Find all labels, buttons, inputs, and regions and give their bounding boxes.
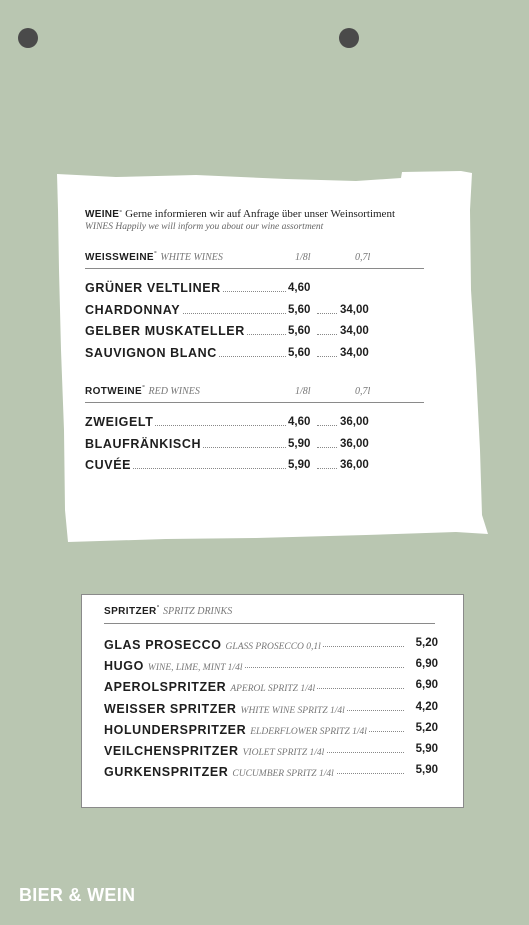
price-bottle: 34,00 bbox=[340, 303, 369, 316]
drink-price: 5,90 bbox=[415, 742, 438, 755]
wine-name: CHARDONNAY bbox=[85, 302, 181, 317]
wine-row bbox=[85, 321, 424, 343]
degree-icon: ° bbox=[156, 605, 160, 612]
drink-description: GLASS PROSECCO 0,1l bbox=[225, 642, 321, 652]
spritzer-row bbox=[104, 759, 438, 780]
price-glass: 5,90 bbox=[288, 437, 311, 450]
wine-name: GRÜNER VELTLINER bbox=[85, 281, 221, 295]
drink-name: GURKENSPRITZER bbox=[104, 765, 229, 780]
degree-icon: ° bbox=[119, 210, 123, 217]
col-bottle: 0,7l bbox=[355, 252, 371, 263]
price-glass: 4,60 bbox=[288, 416, 311, 428]
drink-description: WHITE WINE SPRITZ 1/4l bbox=[240, 705, 345, 716]
spritzer-row bbox=[104, 653, 438, 674]
red-wines-title: ROTWEINE bbox=[85, 386, 143, 397]
drink-price: 6,90 bbox=[415, 679, 438, 692]
wine-row bbox=[85, 343, 424, 365]
drink-name: VEILCHENSPRITZER bbox=[104, 743, 239, 758]
wine-name: BLAUFRÄNKISCH bbox=[85, 436, 202, 451]
white-wines-header bbox=[85, 252, 424, 269]
dot-leader bbox=[317, 356, 337, 357]
red-wines-header bbox=[85, 386, 424, 403]
drink-price: 6,90 bbox=[415, 658, 438, 671]
col-bottle: 0,7l bbox=[355, 386, 371, 397]
drink-price: 4,20 bbox=[415, 700, 438, 713]
red-wine-list bbox=[85, 412, 424, 477]
pin-icon bbox=[339, 28, 359, 48]
spritzer-title: SPRITZER bbox=[104, 606, 157, 617]
spritzer-row bbox=[104, 632, 438, 653]
wine-label: WEINE bbox=[85, 209, 120, 220]
dot-leader bbox=[317, 334, 337, 335]
drink-name: APEROLSPRITZER bbox=[104, 680, 227, 695]
wine-intro bbox=[85, 208, 424, 221]
price-glass: 5,60 bbox=[288, 346, 311, 359]
drink-name: HOLUNDERSPRITZER bbox=[104, 722, 247, 737]
price-bottle: 34,00 bbox=[340, 346, 369, 359]
spritzer-card bbox=[81, 594, 464, 808]
drink-price: 5,90 bbox=[415, 764, 438, 777]
pin-icon bbox=[18, 28, 38, 48]
price-glass: 5,60 bbox=[288, 303, 311, 316]
footer-title: BIER & WEIN bbox=[19, 885, 136, 905]
spritzer-row bbox=[104, 738, 438, 759]
drink-name: HUGO bbox=[104, 659, 144, 674]
wine-row bbox=[85, 434, 424, 456]
dot-leader bbox=[317, 468, 337, 469]
wine-row bbox=[85, 278, 424, 300]
price-bottle: 36,00 bbox=[340, 437, 369, 450]
drink-description: WINE, LIME, MINT 1/4l bbox=[147, 663, 243, 674]
dot-leader bbox=[317, 313, 337, 314]
dot-leader bbox=[317, 447, 337, 448]
drink-name: GLAS PROSECCO bbox=[104, 638, 222, 652]
wine-row bbox=[85, 412, 424, 434]
drink-price: 5,20 bbox=[415, 721, 438, 734]
wine-intro-en: WINES Happily we will inform you about our wine assortment bbox=[85, 222, 324, 232]
spritzer-list bbox=[104, 632, 438, 780]
wine-name: SAUVIGNON BLANC bbox=[85, 345, 217, 360]
drink-description: CUCUMBER SPRITZ 1/4l bbox=[232, 769, 334, 780]
spritzer-row bbox=[104, 717, 438, 738]
wine-row bbox=[85, 300, 424, 322]
price-glass: 4,60 bbox=[288, 282, 311, 294]
white-wines-title: WEISSWEINE bbox=[85, 252, 155, 263]
white-wine-list bbox=[85, 278, 424, 364]
spritzer-header bbox=[104, 606, 435, 624]
col-glass: 1/8l bbox=[295, 252, 311, 263]
degree-icon: ° bbox=[142, 385, 146, 392]
drink-description: ELDERFLOWER SPRITZ 1/4l bbox=[250, 726, 367, 737]
spritzer-subtitle: SPRITZ DRINKS bbox=[163, 606, 233, 617]
wine-menu-sheet bbox=[56, 170, 490, 542]
price-glass: 5,60 bbox=[288, 325, 311, 337]
wine-name: ZWEIGELT bbox=[85, 415, 154, 429]
wine-name: GELBER MUSKATELLER bbox=[85, 324, 245, 338]
col-glass: 1/8l bbox=[295, 386, 311, 397]
price-bottle: 36,00 bbox=[340, 459, 369, 471]
wine-name: CUVÉE bbox=[85, 458, 132, 472]
degree-icon: ° bbox=[154, 251, 158, 258]
price-bottle: 36,00 bbox=[340, 416, 369, 428]
wine-intro-text: Gerne informieren wir auf Anfrage über unser Weinsortiment bbox=[125, 208, 395, 220]
red-wines-subtitle: RED WINES bbox=[148, 386, 200, 397]
spritzer-row bbox=[104, 674, 438, 695]
drink-name: WEISSER SPRITZER bbox=[104, 701, 237, 716]
spritzer-row bbox=[104, 696, 438, 717]
drink-description: VIOLET SPRITZ 1/4l bbox=[242, 747, 325, 758]
drink-price: 5,20 bbox=[415, 637, 438, 649]
price-glass: 5,90 bbox=[288, 459, 311, 471]
drink-description: APEROL SPRITZ 1/4l bbox=[230, 684, 316, 695]
wine-row bbox=[85, 455, 424, 477]
dot-leader bbox=[317, 425, 337, 426]
price-bottle: 34,00 bbox=[340, 325, 369, 337]
white-wines-subtitle: WHITE WINES bbox=[160, 252, 223, 263]
